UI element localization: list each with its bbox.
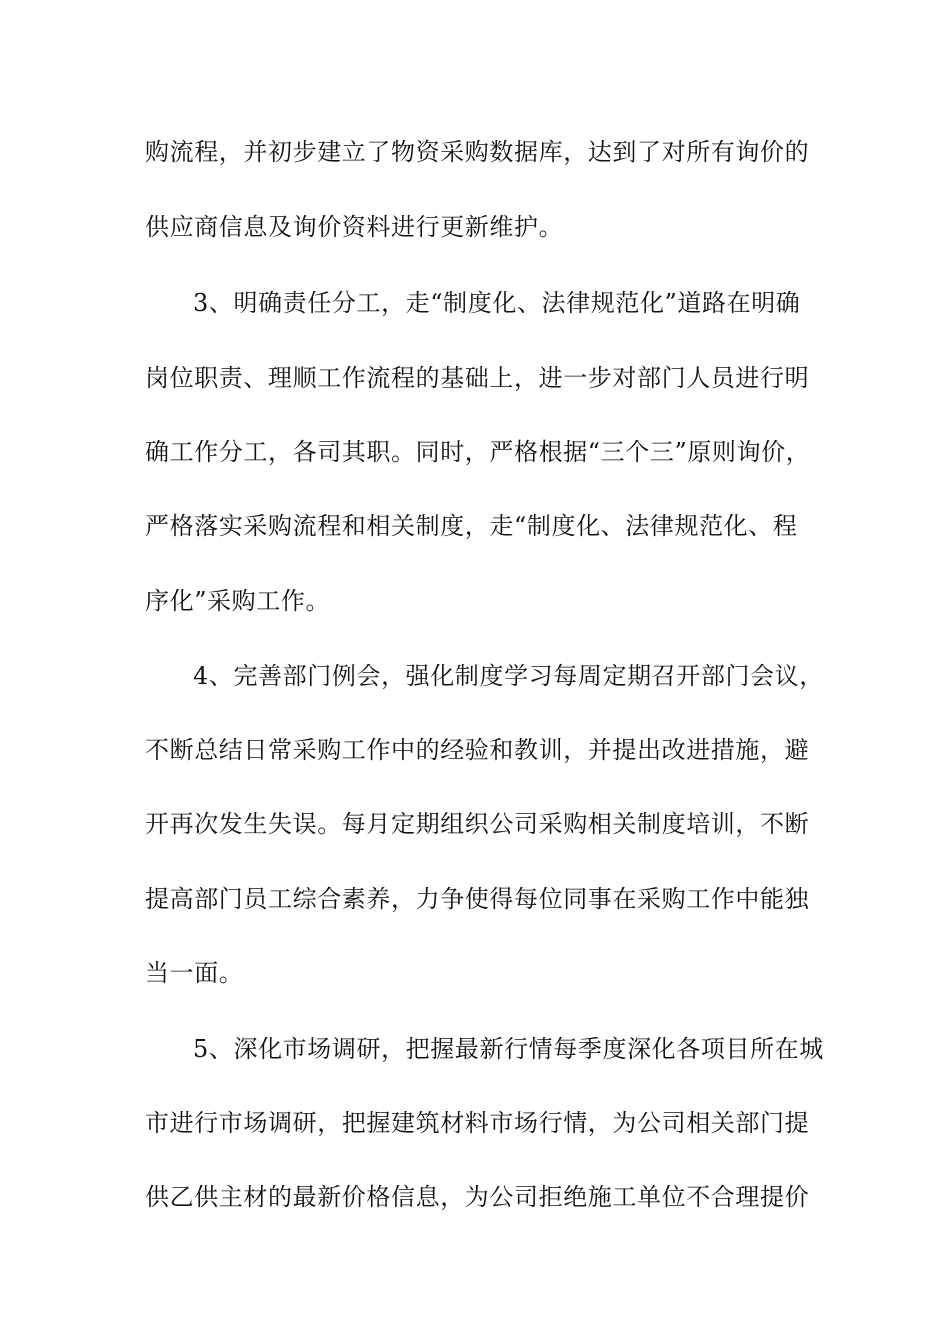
text-line: 供乙供主材的最新价格信息，为公司拒绝施工单位不合理提价: [145, 1183, 810, 1211]
text-line: 购流程，并初步建立了物资采购数据库，达到了对所有询价的: [145, 138, 810, 166]
text-line: 提高部门员工综合素养，力争使得每位同事在采购工作中能独: [145, 885, 810, 913]
paragraph-3-first-line: 3、明确责任分工，走“制度化、法律规范化”道路在明确: [193, 289, 801, 317]
text-line: 岗位职责、理顺工作流程的基础上，进一步对部门人员进行明: [145, 364, 810, 392]
text-line: 供应商信息及询价资料进行更新维护。: [145, 213, 564, 241]
text-line: 严格落实采购流程和相关制度，走“制度化、法律规范化、程: [145, 512, 798, 540]
text-line: 不断总结日常采购工作中的经验和教训，并提出改进措施，避: [145, 736, 810, 764]
text-line: 开再次发生失误。每月定期组织公司采购相关制度培训，不断: [145, 810, 810, 838]
text-line: 确工作分工，各司其职。同时，严格根据“三个三”原则询价，: [145, 438, 811, 466]
paragraph-4-first-line: 4、完善部门例会，强化制度学习每周定期召开部门会议，: [193, 662, 824, 690]
text-line: 市进行市场调研，把握建筑材料市场行情，为公司相关部门提: [145, 1109, 810, 1137]
text-line: 当一面。: [145, 959, 244, 987]
paragraph-5-first-line: 5、深化市场调研，把握最新行情每季度深化各项目所在城: [193, 1035, 824, 1063]
text-line: 序化”采购工作。: [145, 587, 331, 615]
